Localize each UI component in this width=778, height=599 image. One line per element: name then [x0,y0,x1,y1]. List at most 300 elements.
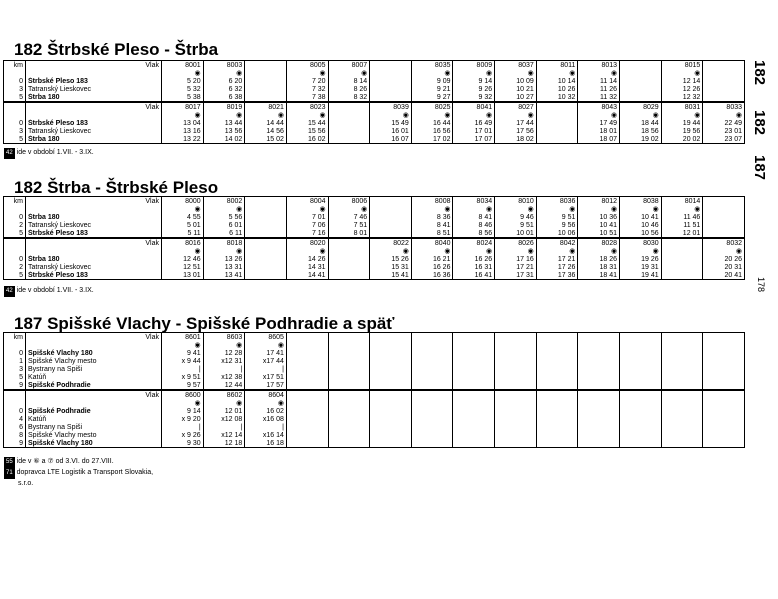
time-cell: 17 16 [495,255,537,263]
eye-icon: ◉ [620,111,662,119]
time-cell [620,431,662,439]
time-cell [620,85,662,93]
time-cell: 9 51 [495,221,537,229]
header-row [4,238,745,247]
station-name: Štrbské Pleso 183 [26,77,162,85]
train-number [370,333,412,342]
station-name: Štrbské Pleso 183 [26,229,162,238]
station-name: Štrba 180 [26,213,162,221]
time-cell [328,349,370,357]
time-cell: 17 26 [536,263,578,271]
km-cell [4,111,26,119]
title-187: 187 Spišské Vlachy - Spišské Podhradie a späť [14,314,395,333]
eye-icon: ◉ [162,205,204,213]
time-cell: 15 41 [370,271,412,280]
time-cell: 6 38 [203,93,245,102]
time-cell [703,423,745,431]
time-cell: 16 31 [453,263,495,271]
station-cell [26,247,162,255]
eye-icon: ◉ [286,247,328,255]
time-cell: x 9 51 [162,373,204,381]
station-cell [26,205,162,213]
table-row [4,85,745,93]
time-cell [370,77,412,85]
station-name: Tatranský Lieskovec [26,127,162,135]
time-cell: 20 41 [703,271,745,280]
station-cell [26,111,162,119]
time-cell [661,373,703,381]
time-cell [703,365,745,373]
time-cell: 15 31 [370,263,412,271]
time-cell: 10 46 [620,221,662,229]
eye-icon: ◉ [203,69,245,77]
train-number [536,102,578,111]
eye-icon [703,69,745,77]
eye-icon: ◉ [370,111,412,119]
time-cell: 9 41 [162,349,204,357]
train-number: 8033 [703,102,745,111]
time-cell: | [245,423,287,431]
time-cell: 10 41 [620,213,662,221]
station-cell [26,399,162,407]
time-cell [620,407,662,415]
time-cell [245,85,287,93]
train-number [536,333,578,342]
km-header: km [4,61,26,70]
train-number: 8001 [162,61,204,70]
train-number [286,333,328,342]
time-cell [411,439,453,448]
km-header [4,102,26,111]
time-cell [703,415,745,423]
time-cell [328,373,370,381]
km-cell: 0 [4,119,26,127]
time-cell: 5 11 [162,229,204,238]
station-name: Štrba 180 [26,255,162,263]
eye-icon: ◉ [495,247,537,255]
time-cell [536,415,578,423]
header-row [4,333,745,342]
eye-icon [370,205,412,213]
time-cell: 9 09 [411,77,453,85]
time-cell: 17 21 [495,263,537,271]
table-row [4,127,745,135]
time-cell [661,431,703,439]
eye-icon: ◉ [245,111,287,119]
time-cell [578,365,620,373]
train-number: 8029 [620,102,662,111]
time-cell: 23 01 [703,127,745,135]
time-cell: 5 01 [162,221,204,229]
time-cell [495,431,537,439]
header-row [4,61,745,70]
time-cell: 12 18 [203,439,245,448]
train-number: 8004 [286,197,328,206]
train-number: 8030 [620,238,662,247]
train-number: 8026 [495,238,537,247]
time-cell [286,439,328,448]
time-cell: | [203,365,245,373]
eye-icon: ◉ [453,69,495,77]
km-cell: 1 [4,357,26,365]
train-number [620,333,662,342]
title-182b: 182 Štrba - Štrbské Pleso [14,178,219,197]
time-cell [370,349,412,357]
train-number [661,238,703,247]
train-number: 8002 [203,197,245,206]
time-cell [703,213,745,221]
time-cell: | [162,423,204,431]
time-cell [245,77,287,85]
time-cell [286,423,328,431]
train-number: 8031 [661,102,703,111]
time-cell: x16 14 [245,431,287,439]
km-cell: 3 [4,127,26,135]
time-cell [661,381,703,390]
train-number: 8025 [411,102,453,111]
km-cell: 9 [4,439,26,448]
eye-icon [370,341,412,349]
eye-icon [328,247,370,255]
train-number [411,390,453,399]
train-number: 8020 [286,238,328,247]
eye-icon: ◉ [162,69,204,77]
time-cell: 7 32 [286,85,328,93]
time-cell: 9 21 [411,85,453,93]
time-cell [411,373,453,381]
time-cell: 17 41 [245,349,287,357]
time-cell: 13 44 [203,119,245,127]
time-cell [620,365,662,373]
km-cell: 0 [4,255,26,263]
time-cell: 9 57 [162,381,204,390]
station-name: Spišské Vlachy 180 [26,439,162,448]
note-182b: 42 ide v období 1.VII. - 3.IX. [4,286,94,297]
time-cell [578,373,620,381]
eye-icon [411,399,453,407]
train-number: 8603 [203,333,245,342]
train-number: 8602 [203,390,245,399]
time-cell [536,423,578,431]
vlak-header: Vlak [26,238,162,247]
km-cell: 3 [4,365,26,373]
eye-icon: ◉ [162,399,204,407]
header-row [4,102,745,111]
time-cell: 14 26 [286,255,328,263]
time-cell: 13 04 [162,119,204,127]
time-cell: 10 26 [536,85,578,93]
time-cell [578,407,620,415]
time-cell [411,381,453,390]
train-number: 8601 [162,333,204,342]
time-cell [411,365,453,373]
km-cell: 6 [4,423,26,431]
station-name: Spišské Podhradie [26,381,162,390]
time-cell [578,357,620,365]
time-cell [703,93,745,102]
time-cell [703,381,745,390]
km-cell [4,399,26,407]
time-cell: x17 51 [245,373,287,381]
time-cell [495,423,537,431]
time-cell [661,263,703,271]
header-row [4,390,745,399]
time-cell [536,365,578,373]
eye-icon: ◉ [578,111,620,119]
eye-icon: ◉ [536,247,578,255]
train-number [370,61,412,70]
time-cell [453,381,495,390]
eye-icon [370,399,412,407]
eye-icon [245,69,287,77]
table-row [4,135,745,144]
train-number: 8018 [203,238,245,247]
eye-icon: ◉ [578,69,620,77]
table-row [4,357,745,365]
time-cell [245,271,287,280]
time-cell: 9 30 [162,439,204,448]
time-cell [370,213,412,221]
time-cell: 7 46 [328,213,370,221]
time-cell [286,407,328,415]
train-number [578,333,620,342]
time-cell [370,229,412,238]
time-cell: 12 01 [203,407,245,415]
time-cell: 18 56 [620,127,662,135]
time-cell [703,221,745,229]
time-cell: 8 51 [411,229,453,238]
train-number: 8600 [162,390,204,399]
km-cell: 0 [4,213,26,221]
time-cell: 9 14 [453,77,495,85]
note-187: 55 ide v ⑥ a ⑦ od 3.VI. do 27.VIII. 71 dopravca LTE Logistik a Transport Slovakia, s.r.o. [6,458,154,487]
time-cell: 16 02 [286,135,328,144]
eye-icon [620,69,662,77]
time-cell: 9 26 [453,85,495,93]
time-cell: 7 06 [286,221,328,229]
vlak-header: Vlak [26,102,162,111]
train-number: 8014 [661,197,703,206]
eye-icon: ◉ [495,205,537,213]
time-cell [620,77,662,85]
train-number: 8008 [411,197,453,206]
time-cell [286,415,328,423]
eye-icon [411,341,453,349]
time-cell: 16 41 [453,271,495,280]
time-cell: 17 21 [536,255,578,263]
time-cell: 11 46 [661,213,703,221]
time-cell [495,407,537,415]
eye-icon [328,399,370,407]
time-cell [286,373,328,381]
time-cell: 18 01 [578,127,620,135]
time-cell: 18 31 [578,263,620,271]
train-number [245,61,287,70]
train-number [661,333,703,342]
train-number: 8036 [536,197,578,206]
time-cell: 13 56 [203,127,245,135]
time-cell [328,271,370,280]
time-cell: 16 49 [453,119,495,127]
page-number: 178 [756,277,766,293]
eye-icon [620,399,662,407]
train-number [286,390,328,399]
train-number: 8042 [536,238,578,247]
eye-icon: ◉ [203,205,245,213]
time-cell: 15 02 [245,135,287,144]
time-cell: 7 38 [286,93,328,102]
eye-icon: ◉ [578,205,620,213]
time-cell [578,423,620,431]
time-cell: 6 01 [203,221,245,229]
time-cell: 16 18 [245,439,287,448]
time-cell: 19 44 [661,119,703,127]
time-cell [370,415,412,423]
symbol-row [4,399,745,407]
time-cell [370,93,412,102]
table-row [4,373,745,381]
badge-icon: 55 [4,457,15,468]
time-cell [370,407,412,415]
time-cell: 23 07 [703,135,745,144]
time-cell [411,357,453,365]
time-cell: 18 07 [578,135,620,144]
train-number: 8023 [286,102,328,111]
time-cell [661,365,703,373]
time-cell: 4 55 [162,213,204,221]
table-row [4,365,745,373]
time-cell: | [203,423,245,431]
time-cell: 9 32 [453,93,495,102]
time-cell: 5 20 [162,77,204,85]
time-cell [620,423,662,431]
eye-icon [661,399,703,407]
time-cell [661,439,703,448]
eye-icon [453,399,495,407]
km-cell: 5 [4,271,26,280]
time-cell [328,365,370,373]
time-cell: 11 51 [661,221,703,229]
time-cell: x16 08 [245,415,287,423]
time-cell: 13 31 [203,263,245,271]
timetable-187 [3,332,745,448]
time-cell: x12 08 [203,415,245,423]
time-cell [495,439,537,448]
table-row [4,255,745,263]
time-cell: 17 07 [453,135,495,144]
km-cell: 5 [4,135,26,144]
eye-icon: ◉ [370,247,412,255]
time-cell: 8 41 [453,213,495,221]
time-cell [453,423,495,431]
time-cell: 14 44 [245,119,287,127]
train-number [328,390,370,399]
time-cell [578,381,620,390]
time-cell [703,431,745,439]
eye-icon: ◉ [495,111,537,119]
time-cell: 8 36 [411,213,453,221]
eye-icon [578,399,620,407]
station-name: Bystrany na Spiši [26,423,162,431]
km-header: km [4,197,26,206]
time-cell [495,381,537,390]
time-cell [453,349,495,357]
time-cell: 16 07 [370,135,412,144]
time-cell [411,407,453,415]
time-cell: 17 01 [453,127,495,135]
time-cell [661,255,703,263]
eye-icon [536,111,578,119]
time-cell [495,365,537,373]
time-cell [245,221,287,229]
time-cell: 10 01 [495,229,537,238]
time-cell: 16 36 [411,271,453,280]
train-number [495,390,537,399]
table-row [4,93,745,102]
time-cell [245,93,287,102]
eye-icon: ◉ [245,399,287,407]
time-cell: 18 02 [495,135,537,144]
eye-icon [286,341,328,349]
train-number [245,238,287,247]
eye-icon: ◉ [203,247,245,255]
km-cell [4,205,26,213]
time-cell: 17 36 [536,271,578,280]
time-cell: 10 09 [495,77,537,85]
table-row [4,349,745,357]
time-cell [328,255,370,263]
time-cell [245,263,287,271]
train-number: 8017 [162,102,204,111]
eye-icon: ◉ [162,341,204,349]
train-number: 8009 [453,61,495,70]
vlak-header: Vlak [26,390,162,399]
eye-icon: ◉ [203,399,245,407]
train-number: 8041 [453,102,495,111]
vlak-header: Vlak [26,333,162,342]
time-cell: x17 44 [245,357,287,365]
eye-icon: ◉ [453,247,495,255]
time-cell [620,415,662,423]
time-cell [495,349,537,357]
train-number: 8037 [495,61,537,70]
time-cell [453,373,495,381]
eye-icon: ◉ [328,205,370,213]
time-cell [620,373,662,381]
time-cell: 15 49 [370,119,412,127]
eye-icon: ◉ [703,111,745,119]
eye-icon [328,341,370,349]
time-cell [536,373,578,381]
time-cell: 11 32 [578,93,620,102]
time-cell: 9 27 [411,93,453,102]
station-cell [26,341,162,349]
table-row [4,221,745,229]
train-number [703,333,745,342]
table-row [4,407,745,415]
time-cell [661,423,703,431]
eye-icon [703,341,745,349]
table-row [4,271,745,280]
train-number [328,102,370,111]
time-cell: x12 14 [203,431,245,439]
train-number: 8035 [411,61,453,70]
table-row [4,415,745,423]
time-cell [453,439,495,448]
km-cell: 5 [4,373,26,381]
side-182b: 182 [751,110,768,136]
station-name: Spišské Vlachy mesto [26,431,162,439]
